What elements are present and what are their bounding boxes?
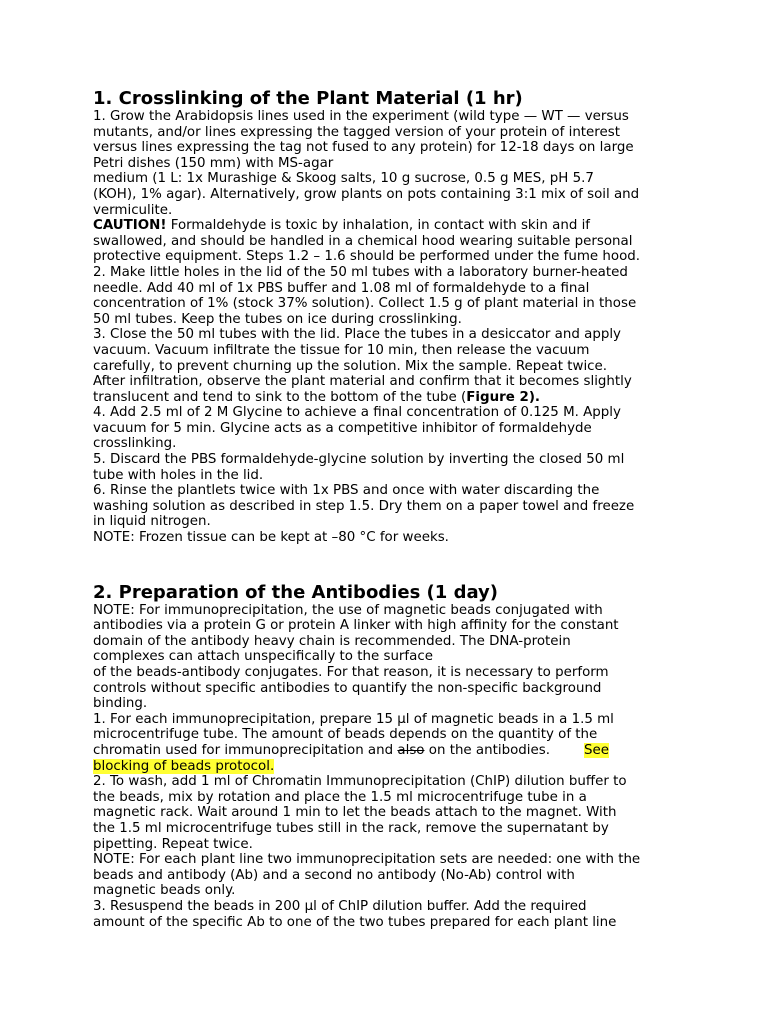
text-segment: translucent and tend to sink to the bottom of the tube ( <box>93 389 467 405</box>
text-segment: chromatin used for immunoprecipitation and <box>93 742 398 758</box>
text-line: 1. Grow the Arabidopsis lines used in the experiment (wild type — WT — versus <box>93 109 629 124</box>
chromatin-line <box>93 743 683 759</box>
text-line: tube with holes in the lid. <box>93 467 264 483</box>
text-line: concentration of 1% (stock 37% solution). Collect 1.5 g of plant material in those <box>93 296 637 312</box>
text-line: (KOH), 1% agar). Alternatively, grow plants on pots containing 3:1 mix of soil and <box>93 186 640 202</box>
figure-ref-line <box>93 390 683 406</box>
caution-label: CAUTION! <box>93 218 167 234</box>
section-2-heading: 2. Preparation of the Antibodies (1 day) <box>93 581 499 603</box>
text-line: 4. Add 2.5 ml of 2 M Glycine to achieve a final concentration of 0.125 M. Apply <box>93 405 621 421</box>
text-line: vermiculite. <box>93 202 173 218</box>
caution-line <box>93 218 683 234</box>
highlighted-comment: blocking of beads protocol. <box>93 758 275 774</box>
text-line: NOTE: For each plant line two immunoprecipitation sets are needed: one with the <box>93 852 641 868</box>
text-line: magnetic beads only. <box>93 883 236 899</box>
text-line: beads and antibody (Ab) and a second no antibody (No-Ab) control with <box>93 867 575 883</box>
text-line: washing solution as described in step 1.5. Dry them on a paper towel and freeze <box>93 498 635 514</box>
text-line: Petri dishes (150 mm) with MS-agar <box>93 155 334 171</box>
strikethrough-text: also <box>397 742 425 758</box>
text-line: magnetic rack. Wait around 1 min to let the beads attach to the magnet. With <box>93 805 617 821</box>
section-1-body <box>93 109 683 546</box>
text-line: pipetting. Repeat twice. <box>93 836 253 852</box>
text-line: protective equipment. Steps 1.2 – 1.6 should be performed under the fume hood. <box>93 249 641 265</box>
text-line: 2. Make little holes in the lid of the 50 ml tubes with a laboratory burner-heated <box>93 264 628 280</box>
text-line: complexes can attach unspecifically to the surface <box>93 649 433 665</box>
text-line: domain of the antibody heavy chain is recommended. The DNA-protein <box>93 633 571 649</box>
text-line: needle. Add 40 ml of 1x PBS buffer and 1.08 ml of formaldehyde to a final <box>93 280 590 296</box>
highlighted-comment: See <box>584 742 610 758</box>
text-line: 3. Close the 50 ml tubes with the lid. Place the tubes in a desiccator and apply <box>93 327 621 343</box>
text-line: carefully, to prevent churning up the solution. Mix the sample. Repeat twice. <box>93 358 608 374</box>
text-line: NOTE: For immunoprecipitation, the use of magnetic beads conjugated with <box>93 602 603 618</box>
text-line: versus lines expressing the tag not fused to any protein) for 12-18 days on large <box>93 140 634 156</box>
text-line: of the beads-antibody conjugates. For that reason, it is necessary to perform <box>93 665 609 680</box>
document-page <box>93 88 683 930</box>
text-line: vacuum for 5 min. Glycine acts as a competitive inhibitor of formaldehyde <box>93 420 592 436</box>
text-line: medium (1 L: 1x Murashige & Skoog salts, 10 g sucrose, 0.5 g MES, pH 5.7 <box>93 171 594 187</box>
text-line: controls without specific antibodies to quantify the non-specific background <box>93 680 602 696</box>
text-line: in liquid nitrogen. <box>93 514 211 530</box>
text-segment: ). <box>528 389 541 405</box>
text-line: 50 ml tubes. Keep the tubes on ice during crosslinking. <box>93 311 462 327</box>
text-line: 3. Resuspend the beads in 200 µl of ChIP dilution buffer. Add the required <box>93 898 587 914</box>
text-line: 2. To wash, add 1 ml of Chromatin Immunoprecipitation (ChIP) dilution buffer to <box>93 774 627 790</box>
text-line: After infiltration, observe the plant material and confirm that it becomes slightly <box>93 374 632 390</box>
text-line: 5. Discard the PBS formaldehyde-glycine solution by inverting the closed 50 ml <box>93 452 625 468</box>
highlighted-line <box>93 759 683 775</box>
text-line: 6. Rinse the plantlets twice with 1x PBS and once with water discarding the <box>93 483 600 499</box>
text-line: microcentrifuge tube. The amount of beads depends on the quantity of the <box>93 727 598 743</box>
figure-2-reference[interactable]: Figure 2 <box>466 389 529 405</box>
text-line: the beads, mix by rotation and place the 1.5 ml microcentrifuge tube in a <box>93 789 587 805</box>
text-line: mutants, and/or lines expressing the tagged version of your protein of interest <box>93 124 620 140</box>
text-line: crosslinking. <box>93 436 177 452</box>
text-line: binding. <box>93 696 148 712</box>
text-line: swallowed, and should be handled in a chemical hood wearing suitable personal <box>93 233 633 249</box>
caution-text: Formaldehyde is toxic by inhalation, in contact with skin and if <box>166 218 591 234</box>
text-line: vacuum. Vacuum infiltrate the tissue for 10 min, then release the vacuum <box>93 342 590 358</box>
text-line: 1. For each immunoprecipitation, prepare 15 µl of magnetic beads in a 1.5 ml <box>93 711 614 727</box>
text-line: the 1.5 ml microcentrifuge tubes still in the rack, remove the supernatant by <box>93 820 609 836</box>
section-1-heading: 1. Crosslinking of the Plant Material (1 hr) <box>93 88 523 109</box>
text-line: amount of the specific Ab to one of the two tubes prepared for each plant line <box>93 914 617 930</box>
text-line: antibodies via a protein G or protein A linker with high affinity for the constant <box>93 618 619 634</box>
section-2-body <box>93 603 683 930</box>
text-line: NOTE: Frozen tissue can be kept at –80 °C for weeks. <box>93 530 449 546</box>
text-segment: on the antibodies. <box>424 742 585 758</box>
